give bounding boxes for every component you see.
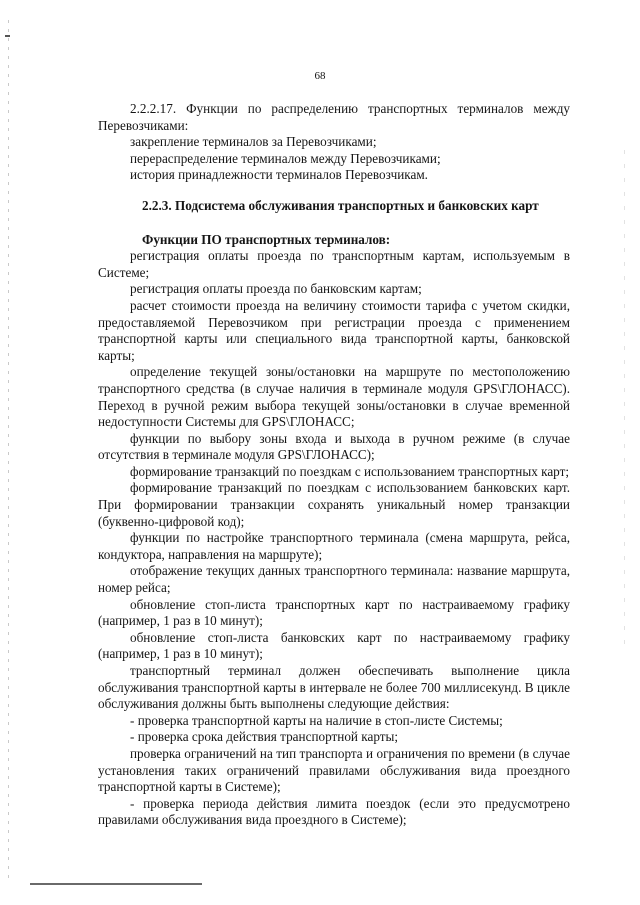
section-title-2-2-3: 2.2.3. Подсистема обслуживания транспортных и банковских карт: [142, 197, 539, 213]
list-item: транспортный терминал должен обеспечивать выполнение цикла обслуживания транспортной карты в интервале не более 700 миллисекунд. В цикле обслуживания должны быть выполнены следующие действия:: [98, 663, 570, 712]
list-item: - проверка транспортной карты на наличие в стоп-листе Системы;: [130, 712, 503, 728]
list-item: регистрация оплаты проезда по транспортным картам, используемым в Системе;: [98, 248, 570, 280]
list-item: перераспределение терминалов между Перевозчиками;: [130, 150, 441, 166]
list-item: обновление стоп-листа транспортных карт по настраиваемому графику (например, 1 раз в 10 минут);: [98, 596, 570, 629]
document-body: [98, 101, 570, 829]
scan-bottom-line: [30, 883, 202, 885]
list-item: - проверка периода действия лимита поездок (если это предусмотрено правилами обслуживания вида проездного в Системе);: [98, 795, 570, 828]
list-item: определение текущей зоны/остановки на маршруте по местоположению транспортного средства (в случае наличия в терминале модуля GPS\ГЛОНАСС). Переход в ручной режим выбора текущей зоны/остановки в случае временной недоступности Системы для GPS\ГЛОНАСС;: [98, 364, 570, 430]
list-item: регистрация оплаты проезда по банковским картам;: [130, 281, 422, 297]
list-item: формирование транзакций по поездкам с использованием банковских карт. При формировании транзакции сохранять уникальный номер транзакции (буквенно-цифровой код);: [98, 480, 570, 529]
list-item: история принадлежности терминалов Перевозчикам.: [130, 167, 428, 183]
page-number: 68: [314, 70, 326, 82]
scan-edge-right: [624, 150, 625, 650]
list-item: отображение текущих данных транспортного терминала: название маршрута, номер рейса;: [98, 563, 570, 596]
list-item: - проверка срока действия транспортной карты;: [130, 729, 399, 745]
scan-mark: [5, 35, 10, 37]
list-item: функции по выбору зоны входа и выхода в ручном режиме (в случае отсутствия в терминале модуля GPS\ГЛОНАСС);: [98, 430, 570, 463]
subheading-terminal-functions: Функции ПО транспортных терминалов:: [142, 231, 391, 247]
list-item: формирование транзакций по поездкам с использованием транспортных карт;: [130, 463, 570, 479]
list-item: закрепление терминалов за Перевозчиками;: [130, 134, 377, 150]
list-item: функции по настройке транспортного терминала (смена маршрута, рейса, кондуктора, направления на маршруте);: [98, 530, 570, 562]
list-item: обновление стоп-листа банковских карт по настраиваемому графику (например, 1 раз в 10 минут);: [98, 629, 570, 662]
list-item: проверка ограничений на тип транспорта и ограничения по времени (в случае установления таких ограничений правилами обслуживания вида проездного транспортной карты в Системе);: [98, 745, 570, 795]
list-item: расчет стоимости проезда на величину стоимости тарифа с учетом скидки, предоставляемой Перевозчиком при регистрации проезда с применением транспортной карты или специального вида транспортной карты, банковской карты;: [98, 297, 570, 363]
scan-edge-left: [8, 20, 9, 880]
section-heading-2-2-2-17: 2.2.2.17. Функции по распределению транспортных терминалов между Перевозчиками:: [98, 101, 570, 133]
